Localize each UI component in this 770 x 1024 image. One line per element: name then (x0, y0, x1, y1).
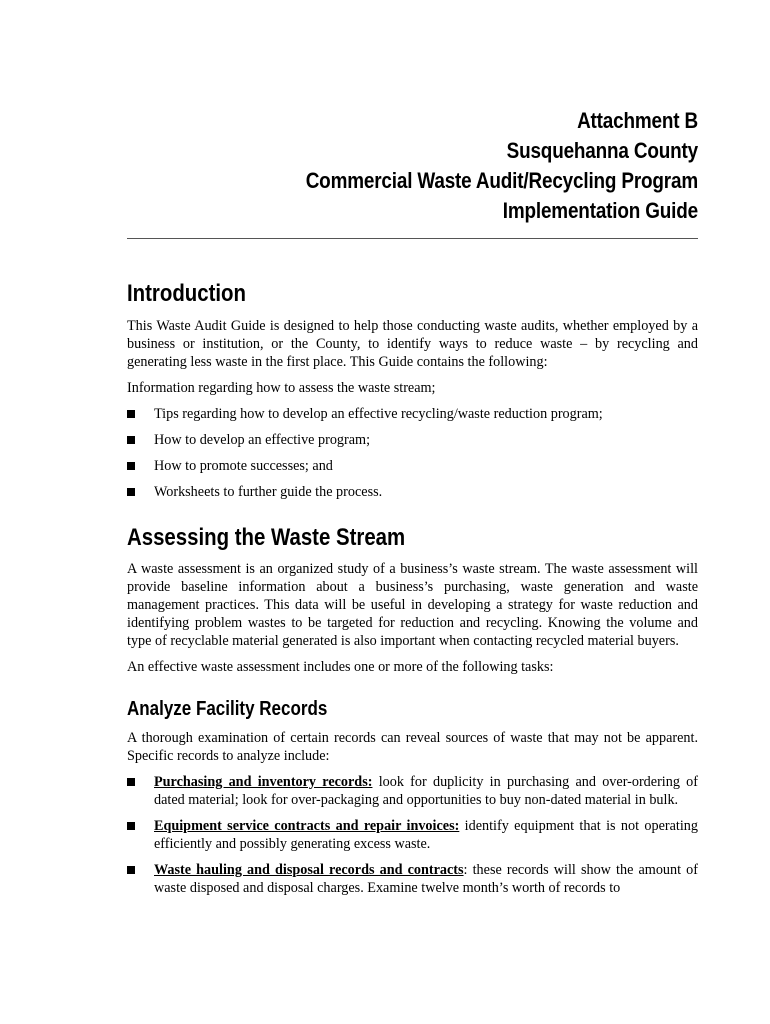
list-item-text: How to develop an effective program; (154, 432, 371, 448)
square-bullet-icon (127, 462, 135, 470)
list-item-text: Tips regarding how to develop an effective recycling/waste reduction program; (154, 406, 603, 422)
list-item-term: Purchasing and inventory records: (154, 774, 373, 790)
list-item (127, 483, 698, 501)
title-line-guide: Implementation Guide (502, 198, 698, 223)
list-item-text: Worksheets to further guide the process. (154, 484, 383, 500)
introduction-bullet-list (127, 405, 698, 501)
introduction-heading: Introduction (127, 280, 246, 307)
square-bullet-icon (127, 436, 135, 444)
list-item (127, 861, 698, 897)
title-line-program: Commercial Waste Audit/Recycling Program (305, 168, 698, 193)
assessing-section (127, 523, 698, 676)
square-bullet-icon (127, 866, 135, 874)
document-title (207, 106, 698, 226)
records-bullet-list (127, 773, 698, 897)
introduction-list-intro: Information regarding how to assess the waste stream; (127, 380, 436, 396)
square-bullet-icon (127, 410, 135, 418)
document-body (127, 279, 698, 897)
list-item-term: Waste hauling and disposal records and contracts (154, 862, 464, 878)
introduction-section (127, 279, 698, 501)
list-item (127, 457, 698, 475)
list-item-text: How to promote successes; and (154, 458, 333, 474)
assessing-heading: Assessing the Waste Stream (127, 524, 406, 551)
list-item (127, 431, 698, 449)
list-item-term: Equipment service contracts and repair invoices: (154, 818, 460, 834)
list-item-text: identify equipment that is not operating efficiently and possibly generating excess waste. (154, 818, 698, 852)
list-item-text: : these records will show the amount of waste disposed and disposal charges. Examine twelve month’s worth of records to (154, 862, 698, 896)
square-bullet-icon (127, 778, 135, 786)
list-item (127, 817, 698, 853)
square-bullet-icon (127, 822, 135, 830)
title-divider (127, 238, 698, 239)
introduction-paragraph: This Waste Audit Guide is designed to help those conducting waste audits, whether employed by a business or institution, or the County, to identify ways to reduce waste – by recycling and generating less waste in the first place. This Guide contains the following: (127, 318, 698, 370)
assessing-paragraph: A waste assessment is an organized study of a business’s waste stream. The waste assessment will provide baseline information about a business’s purchasing, waste generation and waste management practices. This data will be useful in developing a strategy for waste reduction and identifying problem wastes to be targeted for reduction and recycling. Knowing the volume and type of recyclable material generated is also important when contacting recycled material buyers. (127, 561, 698, 649)
analyze-records-paragraph: A thorough examination of certain records can reveal sources of waste that may not be apparent. Specific records to analyze include: (127, 730, 698, 764)
assessing-tasks-intro: An effective waste assessment includes one or more of the following tasks: (127, 659, 554, 675)
title-line-county: Susquehanna County (506, 138, 698, 163)
analyze-records-section (127, 696, 698, 897)
list-item (127, 405, 698, 423)
list-item-text: look for duplicity in purchasing and over-ordering of dated material; look for over-packaging and opportunities to buy non-dated material in bulk. (154, 774, 698, 808)
analyze-records-heading: Analyze Facility Records (127, 698, 328, 720)
list-item (127, 773, 698, 809)
square-bullet-icon (127, 488, 135, 496)
title-line-attachment: Attachment B (577, 108, 698, 133)
